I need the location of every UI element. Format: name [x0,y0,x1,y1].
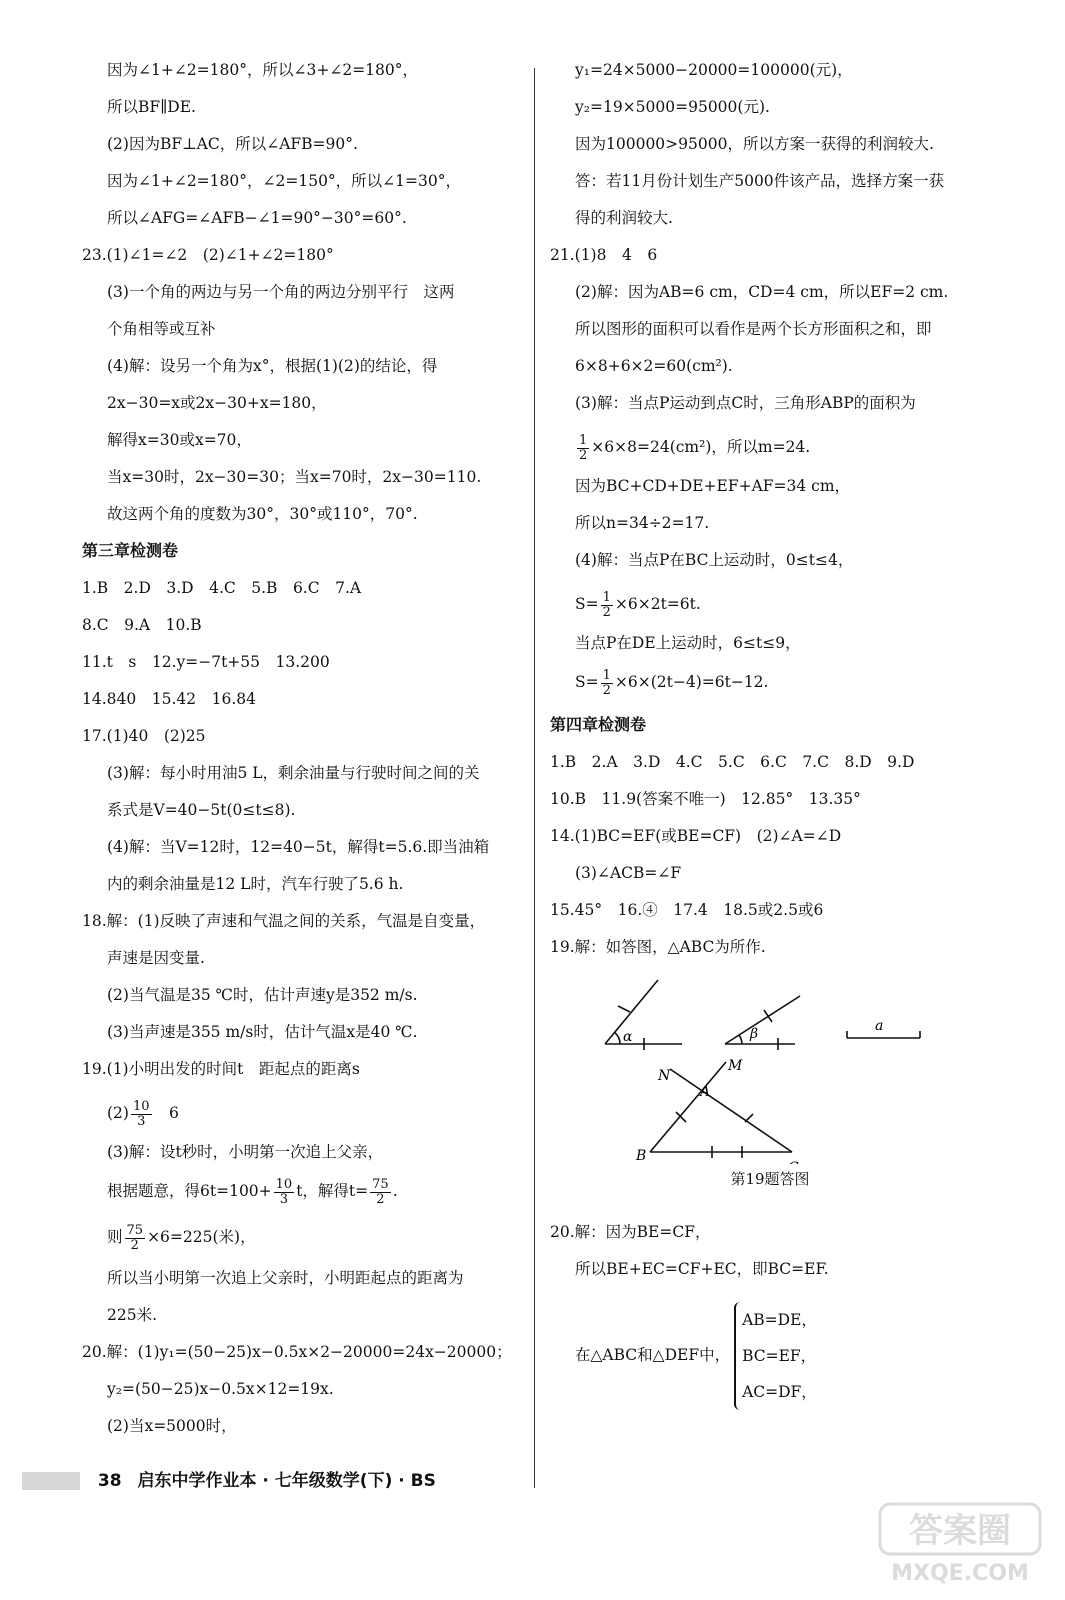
line-gap [550,653,990,665]
page-footer [22,1466,436,1491]
answer-line: 个角相等或互补 [107,320,216,338]
answer-line: 所以图形的面积可以看作是两个长方形面积之和，即 [575,320,932,338]
line-gap [550,339,990,356]
line-gap [550,117,990,134]
answer-line: (2)当气温是35 ℃时，估计声速y是352 m/s. [107,986,418,1004]
line-gap [550,302,990,319]
line-gap [82,1162,522,1174]
answer-line: 2x−30=x或2x−30+x=180， [107,394,327,412]
line-gap [82,1362,522,1379]
inline-text: t，解得t= [296,1182,369,1200]
answer-line [550,587,990,621]
inline-text: 根据题意，得6t=100+ [107,1182,272,1200]
answer-line: 所以BF∥DE. [107,98,196,116]
line-gap [82,117,522,134]
fraction [601,669,613,698]
line-gap [550,920,990,937]
line-gap [550,570,990,587]
answer-line: (4)解：当点P在BC上运动时，0≤t≤4， [575,551,854,569]
ray-cn [670,1069,792,1152]
inline-text: (2) [107,1104,129,1122]
fraction-numerator: 75 [126,1222,144,1238]
answer-line [82,1220,522,1254]
answer-line [550,430,990,464]
answer-line: 得的利润较大. [575,209,673,227]
fraction [274,1178,295,1207]
answer-line: 17.(1)40 (2)25 [82,727,206,745]
beta-label: β [750,1026,759,1042]
answer-line: (2)因为BF⊥AC，所以∠AFB=90°. [107,135,358,153]
line-gap [82,1005,522,1022]
figure-caption: 第19题答图 [730,1170,810,1188]
fraction-numerator: 1 [579,432,588,448]
line-gap [82,1399,522,1416]
line-gap [550,699,990,715]
line-gap [82,1436,522,1453]
answer-line: y₁=24×5000−20000=100000(元)， [575,61,853,79]
line-gap [82,302,522,319]
answer-line [550,665,990,699]
inline-text: 在△ABC和△DEF中， [575,1346,731,1364]
line-gap [82,746,522,763]
answer-line: 14.(1)BC=EF(或BE=CF) (2)∠A=∠D [550,827,842,845]
fraction [131,1100,152,1129]
line-gap [82,524,522,541]
line-gap [550,228,990,245]
alpha-tick [618,1006,630,1012]
answer-line: 所以n=34÷2=17. [575,514,710,532]
line-gap [550,154,990,171]
answer-line: (4)解：设另一个角为x°，根据(1)(2)的结论，得 [107,357,438,375]
answer-line: 因为∠1+∠2=180°，所以∠3+∠2=180°， [107,61,419,79]
triangle-construction-svg [550,974,990,1164]
answer-line: 23.(1)∠1=∠2 (2)∠1+∠2=180° [82,246,334,264]
answer-line: 20.解：(1)y₁=(50−25)x−0.5x×2−20000=24x−20000； [82,1343,512,1361]
inline-text: ×6×8=24(cm²)，所以m=24. [591,438,811,456]
answer-line: 1.B 2.D 3.D 4.C 5.B 6.C 7.A [82,579,362,597]
answer-line: 系式是V=40−5t(0≤t≤8). [107,801,296,819]
line-gap [550,376,990,393]
answer-line: (3)∠ACB=∠F [575,864,682,882]
fraction [577,434,589,463]
line-gap [82,820,522,837]
answer-line: (2)解：因为AB=6 cm，CD=4 cm，所以EF=2 cm. [575,283,949,301]
line-gap [82,561,522,578]
answer-line: 当点P在DE上运动时，6≤t≤9， [575,634,801,652]
line-gap [82,191,522,208]
line-gap [82,376,522,393]
line-gap [550,735,990,752]
line-gap [82,228,522,245]
fraction-denominator: 2 [376,1191,385,1207]
answer-line: 19.(1)小明出发的时间t 距起点的距离s [82,1060,360,1078]
system-row: BC=EF， [742,1347,817,1365]
fraction-numerator: 1 [602,589,611,605]
line-gap [82,1288,522,1305]
fraction-denominator: 2 [579,447,588,463]
inline-text: S= [575,673,599,691]
right-column [550,60,990,1410]
point-n-label: N [658,1068,671,1084]
answer-line: 1.B 2.A 3.D 4.C 5.C 6.C 7.C 8.D 9.D [550,753,915,771]
answer-line: 11.t s 12.y=−7t+55 13.200 [82,653,330,671]
line-gap [82,450,522,467]
fraction-denominator: 3 [279,1191,289,1207]
answer-line: 15.45° 16.④ 17.4 18.5或2.5或6 [550,901,824,919]
line-gap [82,598,522,615]
line-gap [550,846,990,863]
answer-line: 因为∠1+∠2=180°，∠2=150°，所以∠1=30°， [107,172,461,190]
vertex-c-label [788,1160,799,1164]
section-heading: 第四章检测卷 [550,715,647,734]
line-gap [82,1325,522,1342]
answer-line: 故这两个角的度数为30°，30°或110°，70°. [107,505,418,523]
segment-a-label: a [875,1018,884,1034]
line-gap [82,931,522,948]
answer-line: 所以当小明第一次追上父亲时，小明距起点的距离为 [107,1269,464,1287]
answer-line: 19.解：如答图，△ABC为所作. [550,938,766,956]
answer-line: 10.B 11.9(答案不唯一) 12.85° 13.35° [550,790,861,808]
line-gap [550,413,990,430]
answer-line: (3)一个角的两边与另一个角的两边分别平行 这两 [107,283,455,301]
line-gap [82,894,522,911]
line-gap [550,80,990,97]
answer-line [82,1096,522,1130]
beta-ray-side [725,996,800,1044]
fraction-numerator: 75 [372,1176,389,1192]
line-gap [550,265,990,282]
fraction-numerator: 10 [132,1098,150,1114]
line-gap [550,772,990,789]
inline-text: ×6=225(米)， [147,1228,256,1246]
book-title: 启东中学作业本 · 七年级数学(下) · BS [137,1471,436,1491]
line-gap [550,1194,990,1222]
alpha-arc [614,1032,620,1044]
column-divider [534,68,535,1488]
alpha-label: α [623,1029,633,1045]
line-gap [82,487,522,504]
left-column [82,60,522,1453]
line-gap [82,1130,522,1142]
inline-text: 则 [107,1228,123,1246]
line-gap [550,496,990,513]
line-gap [550,1279,990,1296]
line-gap [82,783,522,800]
fraction [601,591,613,620]
line-gap [82,1208,522,1220]
answer-line: 所以BE+EC=CF+EC，即BC=EF. [575,1260,829,1278]
line-gap [82,968,522,985]
footer-bar [22,1472,80,1490]
fraction [370,1178,391,1207]
system-row: AC=DF， [742,1383,817,1401]
answer-line [82,1174,522,1208]
fraction-denominator: 2 [602,604,611,620]
ac-arc-mark [745,1114,753,1122]
fraction [125,1224,146,1253]
watermark-cn: 答案圈 [909,1511,1011,1551]
beta-tick [764,1010,772,1022]
watermark-en: MXQE.COM [891,1561,1029,1586]
answer-line: 21.(1)8 4 6 [550,246,658,264]
answer-line: 答：若11月份计划生产5000件该产品，选择方案一获 [575,172,945,190]
inline-text: ×6×2t=6t. [614,595,701,613]
beta-arc [739,1035,742,1044]
line-gap [550,957,990,974]
line-gap [82,1254,522,1268]
answer-line: 225米. [107,1306,158,1324]
answer-line: 18.解：(1)反映了声速和气温之间的关系，气温是自变量， [82,912,486,930]
vertex-a-label: A [700,1084,711,1100]
answer-line: 14.840 15.42 16.84 [82,690,256,708]
answer-line: 解得x=30或x=70， [107,431,252,449]
answer-line: 6×8+6×2=60(cm²). [575,357,733,375]
point-m-label: M [728,1058,743,1074]
answer-line: (3)当声速是355 m/s时，估计气温x是40 ℃. [107,1023,418,1041]
page-number: 38 [97,1471,122,1491]
inline-text: . [392,1182,398,1200]
line-gap [550,464,990,476]
system-brace [734,1302,817,1410]
answer-line: 因为100000>95000，所以方案一获得的利润较大. [575,135,934,153]
answer-line: (2)当x=5000时， [107,1417,237,1435]
answer-line: 20.解：因为BE=CF， [550,1223,711,1241]
fraction-numerator: 10 [275,1176,293,1192]
vertex-b-label: B [636,1148,647,1164]
inline-text: S= [575,595,599,613]
line-gap [550,191,990,208]
fraction-denominator: 2 [602,682,611,698]
section-heading: 第三章检测卷 [82,541,179,560]
line-gap [550,809,990,826]
line-gap [82,1079,522,1096]
answer-line: (3)解：当点P运动到点C时，三角形ABP的面积为 [575,394,916,412]
line-gap [82,80,522,97]
line-gap [82,154,522,171]
answer-line: 内的剩余油量是12 L时，汽车行驶了5.6 h. [107,875,404,893]
inline-text: ×6×(2t−4)=6t−12. [614,673,769,691]
answer-line: 因为BC+CD+DE+EF+AF=34 cm， [575,477,851,495]
answer-line: (3)解：设t秒时，小明第一次追上父亲， [107,1143,384,1161]
answer-line: (4)解：当V=12时，12=40−5t，解得t=5.6.即当油箱 [107,838,490,856]
inline-text: 6 [153,1104,179,1122]
construction-figure [550,974,990,1194]
line-gap [82,635,522,652]
answer-line: y₂=(50−25)x−0.5x×12=19x. [107,1380,334,1398]
answer-line: y₂=19×5000=95000(元). [575,98,770,116]
line-gap [82,709,522,726]
answer-line: 所以∠AFG=∠AFB−∠1=90°−30°=60°. [107,209,407,227]
watermark-logo [878,1500,1048,1590]
congruence-system [550,1302,990,1410]
line-gap [550,1242,990,1259]
line-gap [82,672,522,689]
answer-line: 声速是因变量. [107,949,205,967]
fraction-numerator: 1 [602,667,611,683]
answer-line: 当x=30时，2x−30=30；当x=70时，2x−30=110. [107,468,482,486]
line-gap [82,265,522,282]
line-gap [550,883,990,900]
answer-line: 8.C 9.A 10.B [82,616,202,634]
line-gap [82,339,522,356]
system-row: AB=DE， [742,1311,817,1329]
answer-line: (3)解：每小时用油5 L，剩余油量与行驶时间之间的关 [107,764,480,782]
line-gap [82,1042,522,1059]
line-gap [550,533,990,550]
line-gap [550,621,990,633]
fraction-denominator: 2 [130,1237,139,1253]
fraction-denominator: 3 [137,1113,146,1129]
line-gap [82,413,522,430]
line-gap [82,857,522,874]
